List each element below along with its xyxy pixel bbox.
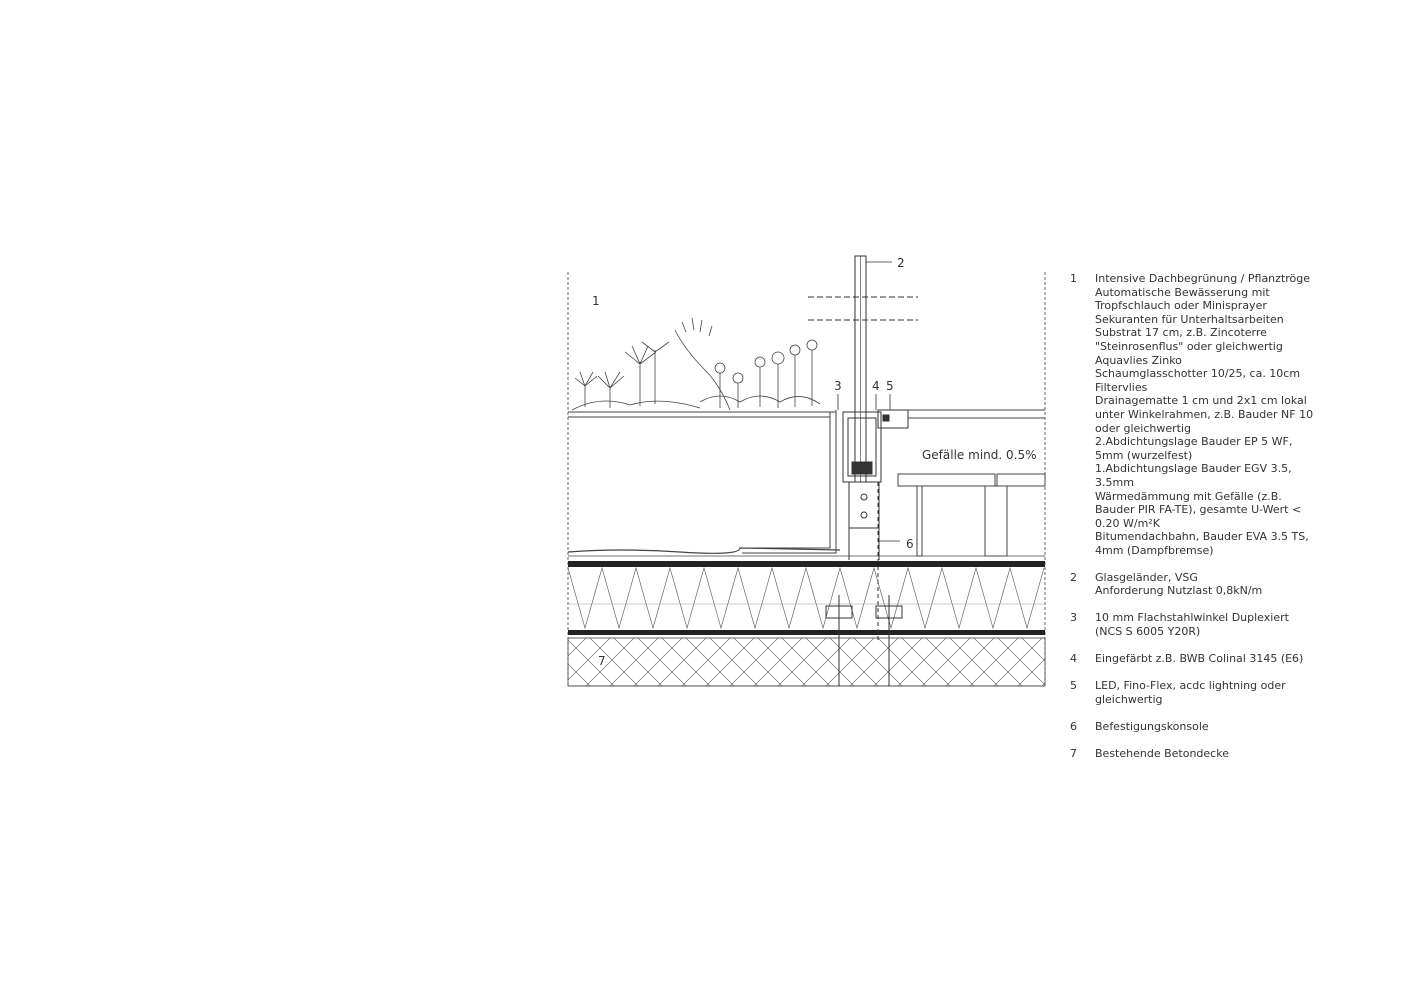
legend-number: 7 [1070,746,1077,760]
callout-4 [872,379,880,410]
legend-item [1070,679,1320,706]
legend-line: 4mm (Dampfbremse) [1095,543,1214,557]
legend-line: 0.20 W/m²K [1095,516,1160,530]
legend-line: (NCS S 6005 Y20R) [1095,625,1201,639]
legend-line: Filtervlies [1095,380,1148,394]
waterproofing-layers [568,556,1045,635]
slope-label: Gefälle mind. 0.5% [922,448,1037,462]
legend-number: 4 [1070,652,1077,666]
svg-text:7: 7 [598,654,606,668]
section-boundary [568,272,1045,686]
legend-item [1070,747,1320,761]
legend-line: oder gleichwertig [1095,421,1192,435]
legend-line: unter Winkelrahmen, z.B. Bauder NF 10 [1095,407,1314,421]
legend-description [1095,611,1320,638]
legend-line: Substrat 17 cm, z.B. Zincoterre [1095,326,1267,340]
legend-line: Anforderung Nutzlast 0,8kN/m [1095,584,1263,598]
legend-line: 1.Abdichtungslage Bauder EGV 3.5, [1095,462,1292,476]
callout-7 [598,654,606,668]
svg-text:6: 6 [906,537,914,551]
legend-description [1095,679,1320,706]
legend-number: 1 [1070,272,1077,285]
legend-item [1070,272,1320,557]
legend-item [1070,611,1320,638]
legend-line: Tropfschlauch oder Minisprayer [1095,299,1267,313]
planter-box [568,410,836,553]
callout-3 [834,379,842,410]
legend-line: Eingefärbt z.B. BWB Colinal 3145 (E6) [1095,652,1304,666]
legend-line: 10 mm Flachstahlwinkel Duplexiert [1095,611,1289,625]
callout-5 [886,379,894,410]
legend-item [1070,720,1320,734]
legend-number: 6 [1070,719,1077,733]
legend-line: Schaumglasschotter 10/25, ca. 10cm [1095,367,1301,381]
legend-line: Aquavlies Zinko [1095,353,1182,367]
legend-line: "Steinrosenflus" oder gleichwertig [1095,339,1283,353]
callout-6 [878,537,914,551]
legend-line: Bauder PIR FA-TE), gesamte U-Wert < [1095,503,1302,517]
legend-line: 3.5mm [1095,475,1134,489]
legend-line: Sekuranten für Unterhaltsarbeiten [1095,312,1284,326]
svg-text:5: 5 [886,379,894,393]
svg-text:4: 4 [872,379,880,393]
legend-line: Drainagematte 1 cm und 2x1 cm lokal [1095,394,1307,408]
legend-line: 2.Abdichtungslage Bauder EP 5 WF, [1095,435,1293,449]
legend-line: Bestehende Betondecke [1095,746,1229,760]
legend-line: Bitumendachbahn, Bauder EVA 3.5 TS, [1095,530,1309,544]
concrete-slab [568,638,1045,686]
legend-line: Befestigungskonsole [1095,719,1209,733]
glass-balustrade [808,256,918,482]
legend-line: Intensive Dachbegrünung / Pflanztröge [1095,272,1311,285]
legend-line: Automatische Bewässerung mit [1095,285,1270,299]
legend-line: gleichwertig [1095,692,1163,706]
insulation-layer [568,568,1044,628]
legend-item [1070,571,1320,598]
legend [1070,272,1320,774]
deck-surface [898,410,1045,556]
callout-1 [592,294,600,308]
plant-sketch [572,318,820,410]
legend-description [1095,571,1320,598]
legend-line: Glasgeländer, VSG [1095,570,1198,584]
callout-2 [866,256,905,270]
legend-number: 5 [1070,679,1077,692]
legend-description [1095,720,1320,734]
clamp-profile [843,410,908,482]
legend-line: 5mm (wurzelfest) [1095,448,1193,462]
svg-text:3: 3 [834,379,842,393]
svg-text:1: 1 [592,294,600,308]
legend-description [1095,747,1320,761]
legend-number: 3 [1070,611,1077,625]
legend-description [1095,272,1320,557]
legend-line: Wärmedämmung mit Gefälle (z.B. [1095,489,1282,503]
svg-text:2: 2 [897,256,905,270]
legend-number: 2 [1070,570,1077,584]
legend-line: LED, Fino-Flex, acdc lightning oder [1095,679,1286,692]
legend-description [1095,652,1320,666]
legend-item [1070,652,1320,666]
